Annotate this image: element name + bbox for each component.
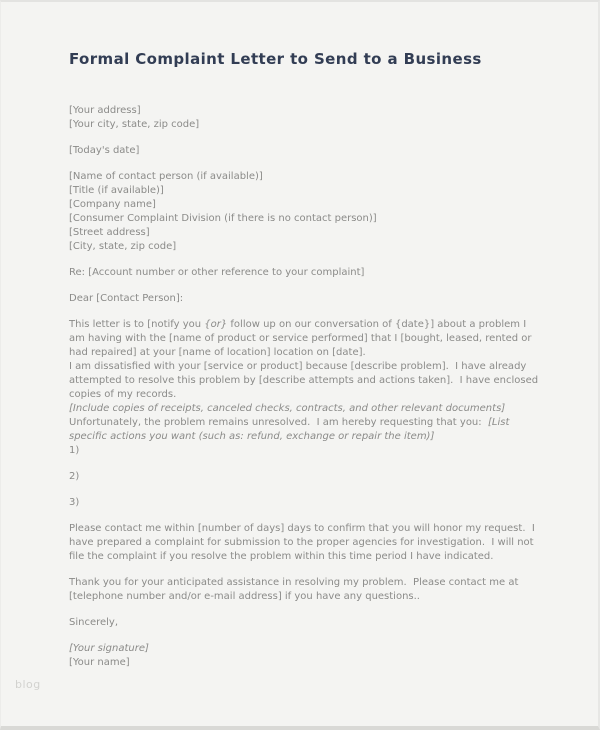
signature-block: [Your signature] [Your name] (69, 643, 149, 668)
body-paragraph-main: This letter is to [notify you {or} follow up on our conversation of {date}] about a problem I am having with the [name of product or service performed] that I [bought, leased, rented or had repaired] at your [name of location] location on [date]. I am dissatisfied with your [service or product] because [describe problem]. I have already attempted to resolve this problem by [describe attempts and actions taken]. I have enclosed copies of my records. [Include copies of receipts, canceled checks, contracts, and other relevant documents] Unfortunately, the problem remains unresolved. I am hereby requesting that you: [List specific actions you want (such as: refund, exchange or repair the item)] 1) (69, 319, 542, 456)
date-line: [Today's date] (69, 145, 140, 156)
list-item-2: 2) (69, 471, 80, 482)
closing: Sincerely, (69, 617, 119, 628)
paragraph-deadline: Please contact me within [number of days] days to confirm that you will honor my request. I have prepared a complaint for submission to the proper agencies for investigation. I will not file the complaint if you resolve the problem within this time period I have indicated. (69, 523, 538, 562)
sender-address-block: [Your address] [Your city, state, zip code] (69, 105, 200, 130)
recipient-address-block: [Name of contact person (if available)] [Title (if available)] [Company name] [Consumer Complaint Division (if there is no contact person)] [Street address] [City, state, zip code] (69, 171, 377, 252)
letter-content (69, 2, 541, 670)
document-title: Formal Complaint Letter to Send to a Business (69, 50, 482, 68)
list-item-3: 3) (69, 497, 80, 508)
reference-line: Re: [Account number or other reference to your complaint] (69, 267, 365, 278)
watermark-blog: blog (15, 678, 41, 691)
salutation: Dear [Contact Person]: (69, 293, 184, 304)
paragraph-thanks: Thank you for your anticipated assistance in resolving my problem. Please contact me at [telephone number and/or e-mail address] if you have any questions.. (69, 577, 522, 602)
